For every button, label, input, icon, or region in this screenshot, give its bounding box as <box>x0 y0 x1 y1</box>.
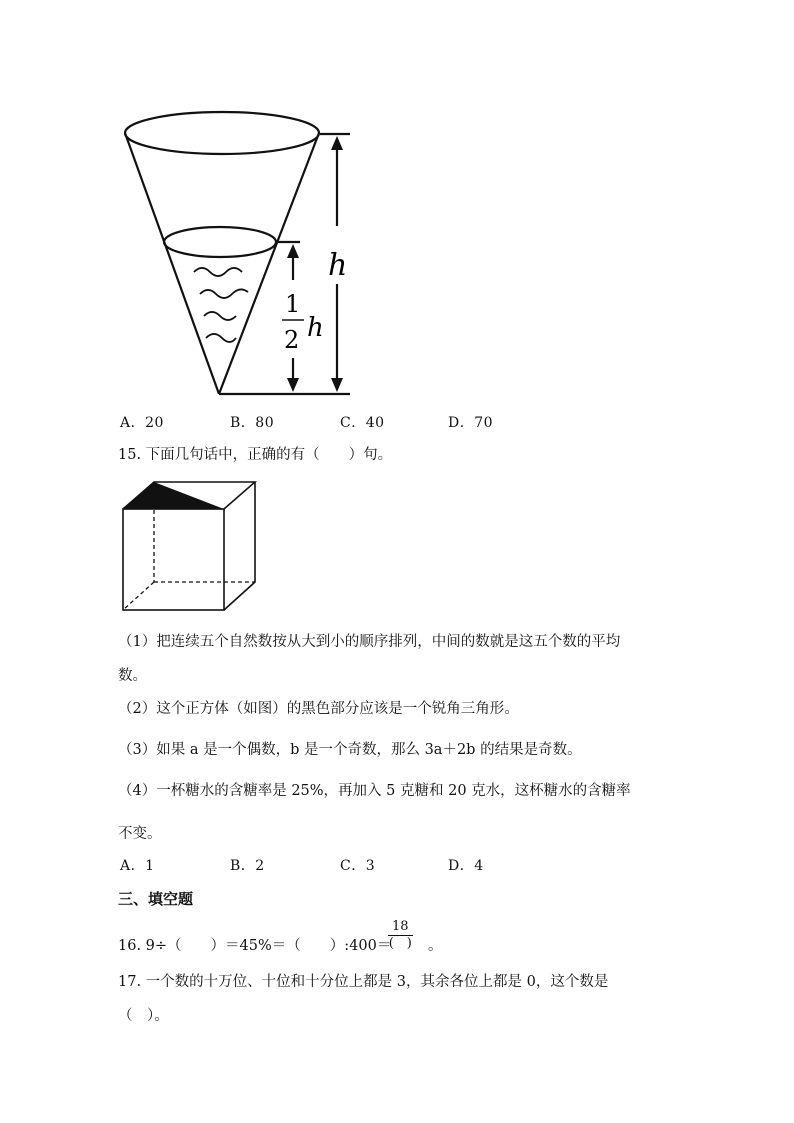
q15-statement-1-line2: 数。 <box>118 668 147 684</box>
water-wave-icon <box>194 268 242 276</box>
cube-front-face <box>123 509 224 610</box>
q15-statement-4-line2: 不变。 <box>118 826 162 842</box>
q15-statement-1-line1: （1）把连续五个自然数按从大到小的顺序排列，中间的数就是这五个数的平均 <box>118 634 621 650</box>
q15-statement-4-line1: （4）一杯糖水的含糖率是 25%，再加入 5 克糖和 20 克水，这杯糖水的含糖率 <box>118 783 631 799</box>
q15-stem: 15. 下面几句话中，正确的有（ ）句。 <box>118 447 393 463</box>
q17-line2: （ ）。 <box>118 1008 169 1024</box>
cone-left-side <box>125 133 219 394</box>
cone-figure <box>0 0 794 410</box>
arrow-up-icon <box>331 136 343 150</box>
arrow-up-icon <box>287 244 299 258</box>
cube-right-edges <box>224 482 255 610</box>
section-3-title: 三、填空题 <box>118 890 194 908</box>
cube-figure <box>118 476 262 616</box>
q15-statement-2: （2）这个正方体（如图）的黑色部分应该是一个锐角三角形。 <box>118 701 519 717</box>
q16-text <box>118 934 391 955</box>
cone-top-ellipse <box>125 112 319 154</box>
q16-fraction-denominator: ( ) <box>388 936 412 951</box>
water-wave-icon <box>200 289 248 298</box>
q14-option-b: B．80 <box>230 415 275 431</box>
q15-option-d: D．4 <box>448 858 484 874</box>
q16-equation: 16. 9÷（ ）＝45%＝（ ）:400＝ <box>118 938 392 954</box>
water-wave-icon <box>206 334 236 342</box>
cube-hidden-diagonal <box>123 582 154 610</box>
q15-option-b: B．2 <box>230 858 265 874</box>
label-h: h <box>328 248 348 283</box>
q16-tail: 。 <box>428 938 443 954</box>
water-wave-icon <box>204 312 236 320</box>
label-half-den: 2 <box>284 326 300 354</box>
arrow-down-icon <box>331 378 343 392</box>
water-surface-ellipse <box>164 227 276 257</box>
q15-option-a: A．1 <box>120 858 155 874</box>
cone-right-side <box>219 133 319 394</box>
label-half-num: 1 <box>285 290 301 318</box>
q14-option-c: C．40 <box>340 415 385 431</box>
q16-fraction <box>388 919 413 952</box>
q15-option-c: C．3 <box>340 858 376 874</box>
arrow-down-icon <box>287 378 299 392</box>
q14-option-a: A．20 <box>120 415 164 431</box>
q17-line1: 17. 一个数的十万位、十位和十分位上都是 3，其余各位上都是 0，这个数是 <box>118 974 609 990</box>
q15-statement-3: （3）如果 a 是一个偶数，b 是一个奇数，那么 3a＋2b 的结果是奇数。 <box>118 742 582 758</box>
q16-fraction-numerator: 18 <box>388 919 413 936</box>
q14-option-d: D．70 <box>448 415 494 431</box>
label-half-h: h <box>307 313 324 343</box>
